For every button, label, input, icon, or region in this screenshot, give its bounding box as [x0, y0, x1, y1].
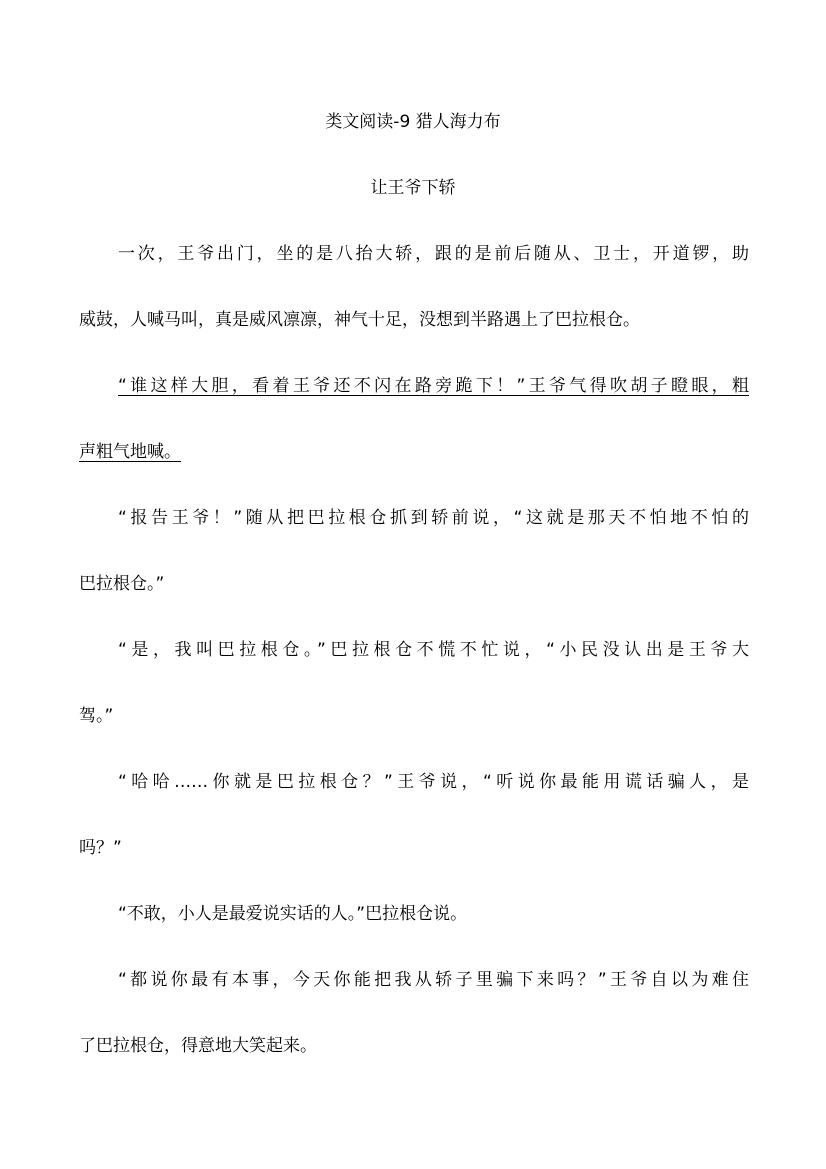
paragraph-line-9: “哈哈……你就是巴拉根仓？”王爷说，“听说你最能用谎话骗人，是 — [118, 772, 749, 792]
paragraph-line-3: “谁这样大胆，看着王爷还不闪在路旁跪下！”王爷气得吹胡子瞪眼，粗 — [118, 376, 749, 396]
paragraph-line-11: “不敢，小人是最爱说实话的人。”巴拉根仓说。 — [118, 904, 468, 924]
paragraph-line-2: 威鼓，人喊马叫，真是威风凛凛，神气十足，没想到半路遇上了巴拉根仓。 — [79, 310, 640, 330]
paragraph-line-5: “报告王爷！”随从把巴拉根仓抓到轿前说，“这就是那天不怕地不怕的 — [118, 508, 749, 528]
paragraph-line-6: 巴拉根仓。” — [79, 574, 165, 594]
paragraph-line-1: 一次，王爷出门，坐的是八抬大轿，跟的是前后随从、卫士，开道锣，助 — [118, 244, 749, 264]
paragraph-line-8: 驾。” — [79, 706, 114, 726]
paragraph-line-12: “都说你最有本事，今天你能把我从轿子里骗下来吗？”王爷自以为难住 — [118, 970, 749, 990]
paragraph-line-13: 了巴拉根仓，得意地大笑起来。 — [79, 1036, 317, 1056]
paragraph-line-4: 声粗气地喊。 — [79, 442, 181, 462]
document-title: 类文阅读-9 猎人海力布 — [325, 112, 501, 132]
paragraph-line-7: “是，我叫巴拉根仓。”巴拉根仓不慌不忙说，“小民没认出是王爷大 — [118, 640, 749, 660]
paragraph-line-10: 吗？” — [79, 838, 122, 858]
story-title: 让王爷下轿 — [370, 178, 456, 198]
